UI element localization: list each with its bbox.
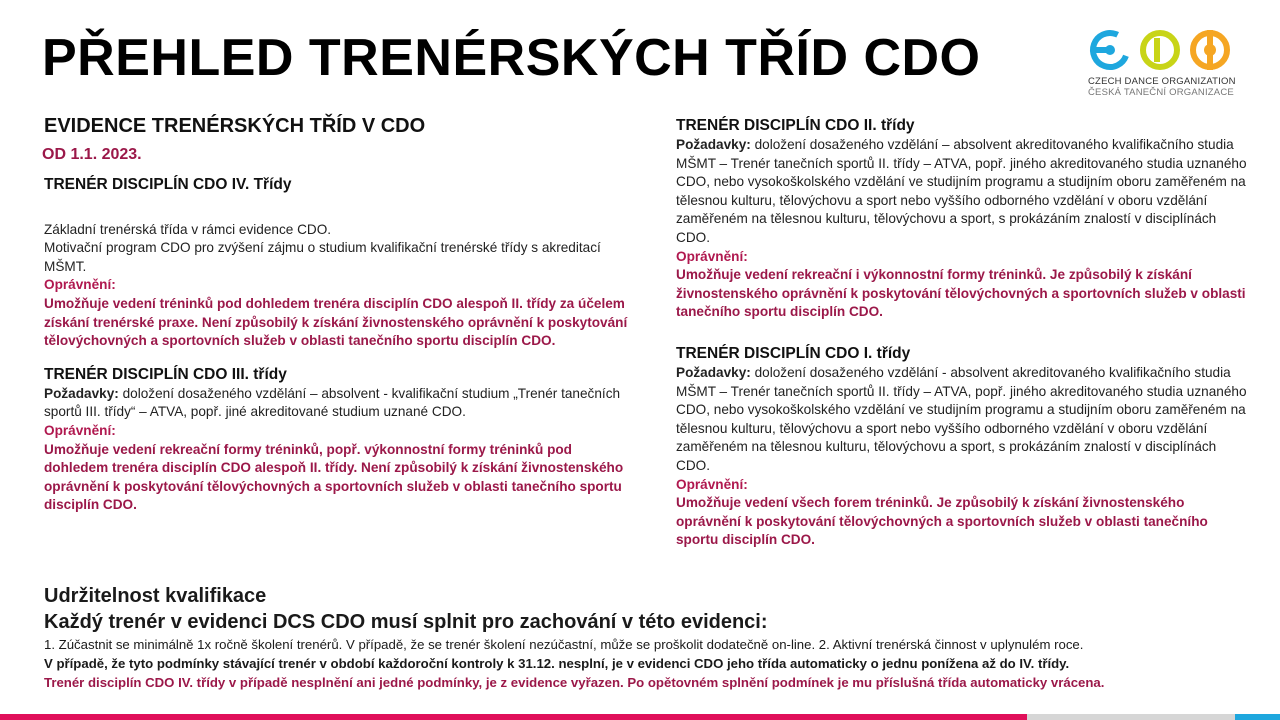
page-title: PŘEHLED TRENÉRSKÝCH TŘÍD CDO <box>42 29 981 87</box>
class4-line1: Základní trenérská třída v rámci evidence CDO. <box>44 221 332 237</box>
footer-bar-gray <box>1027 714 1235 720</box>
evidence-heading: EVIDENCE TRENÉRSKÝCH TŘÍD V CDO <box>44 115 426 137</box>
logo-text-en: CZECH DANCE ORGANIZATION <box>1088 76 1236 87</box>
class1-rights: Umožňuje vedení všech forem tréninků. Je způsobilý k získání živnostenského oprávnění k poskytování tělovýchovných a sportovních služeb v oblasti tanečního sportu disciplín CDO. <box>676 495 1208 548</box>
footer-bar-blue <box>1235 714 1280 720</box>
cdo-logo-icon <box>1088 28 1234 72</box>
class4-title: TRENÉR DISCIPLÍN CDO IV. Třídy <box>44 175 292 193</box>
class1-req-label: Požadavky: <box>676 364 751 380</box>
right-column <box>676 116 1251 550</box>
class4-rights-label: Oprávnění: <box>44 277 116 293</box>
class2-requirements <box>676 136 1251 248</box>
cdo-logo <box>1088 28 1248 98</box>
sustainability-section <box>44 583 1264 692</box>
class2-req-label: Požadavky: <box>676 137 751 152</box>
class2-rights-label: Oprávnění: <box>676 248 748 264</box>
left-column <box>44 113 639 515</box>
sustainability-line2: V případě, že tyto podmínky stávající trenér v období každoroční kontroly k 31.12. nesplní, je v evidenci CDO jeho třída automaticky o jednu ponížena až do IV. třídy. <box>44 656 1070 671</box>
class3-req-text: doložení dosaženého vzdělání – absolvent - kvalifikační studium „Trenér tanečních sportů III. třídy“ – ATVA, popř. jiné akreditované studium uznané CDO. <box>44 385 621 420</box>
class3-req-label: Požadavky: <box>44 385 119 401</box>
sustainability-line3: Trenér disciplín CDO IV. třídy v případě nesplnění ani jedné podmínky, je z evidence vyřazen. Po opětovném splnění podmínek je mu příslušná třída automaticky vrácena. <box>44 675 1105 690</box>
sustainability-subheading: Každý trenér v evidenci DCS CDO musí splnit pro zachování v této evidenci: <box>44 611 768 633</box>
effective-date: OD 1.1. 2023. <box>42 146 142 163</box>
class2-title: TRENÉR DISCIPLÍN CDO II. třídy <box>676 117 915 134</box>
footer-bar-pink <box>0 714 1027 720</box>
sustainability-heading: Udržitelnost kvalifikace <box>44 585 267 607</box>
class3-title: TRENÉR DISCIPLÍN CDO III. třídy <box>44 365 287 383</box>
class1-title: TRENÉR DISCIPLÍN CDO I. třídy <box>676 344 911 362</box>
class2-req-text: doložení dosaženého vzdělání – absolvent akreditovaného kvalifikačního studia MŠMT – Trenér tanečních sportů II. třídy – ATVA, popř. jiného akreditovaného studia uznaného CDO, nebo vysokoškolského vzdělání ve studijním programu a studijním oboru zaměřeném na tělesnou kulturu, tělovýchovu a sport nebo vyššího odborného vzdělání v oboru vzdělání zaměřeném na tělesnou kulturu, tělovýchovu a sport, s prokázáním znalostí v disciplínách CDO. <box>676 137 1247 245</box>
class3-rights: Umožňuje vedení rekreační formy tréninků, popř. výkonnostní formy tréninků pod dohledem trenéra disciplín CDO alespoň II. třídy. Není způsobilý k získání živnostenského oprávnění k poskytování tělovýchovných a sportovních služeb v oblasti tanečního sportu disciplín CDO. <box>44 441 624 513</box>
class3-requirements <box>44 385 639 422</box>
logo-text-cz: ČESKÁ TANEČNÍ ORGANIZACE <box>1088 87 1234 98</box>
class4-rights: Umožňuje vedení tréninků pod dohledem trenéra disciplín CDO alespoň II. třídy za účelem získání trenérské praxe. Není způsobilý k získání živnostenského oprávnění k poskytování tělovýchovných a sportovních služeb v oblasti tanečního sportu disciplín CDO. <box>44 295 628 349</box>
class1-rights-label: Oprávnění: <box>676 476 748 492</box>
class3-rights-label: Oprávnění: <box>44 422 116 438</box>
class4-line2: Motivační program CDO pro zvýšení zájmu o studium kvalifikační trenérské třídy s akreditací MŠMT. <box>44 240 601 274</box>
class1-requirements <box>676 364 1251 476</box>
class2-rights: Umožňuje vedení rekreační i výkonnostní formy tréninků. Je způsobilý k získání živnostenského oprávnění k poskytování tělovýchovných a sportovních služeb v oblasti tanečního sportu disciplín CDO. <box>676 267 1246 320</box>
sustainability-line1: 1. Zúčastnit se minimálně 1x ročně školení trenérů. V případě, že se trenér školení nezúčastní, může se proškolit dodatečně on-line. 2. Aktivní trenérská činnost v uplynulém roce. <box>44 637 1084 652</box>
class1-req-text: doložení dosaženého vzdělání - absolvent akreditovaného kvalifikačního studia MŠMT – Trenér tanečních sportů II. třídy – ATVA, popř. jiného akreditovaného studia uznaného CDO, nebo vysokoškolského vzdělání ve studijním programu a studijním oboru zaměřeném na tělesnou kulturu, tělovýchovu a sport nebo vyššího odborného vzdělání v oboru vzdělání zaměřeném na tělesnou kulturu, tělovýchovu a sport, s prokázáním znalostí v disciplínách CDO. <box>676 364 1247 473</box>
